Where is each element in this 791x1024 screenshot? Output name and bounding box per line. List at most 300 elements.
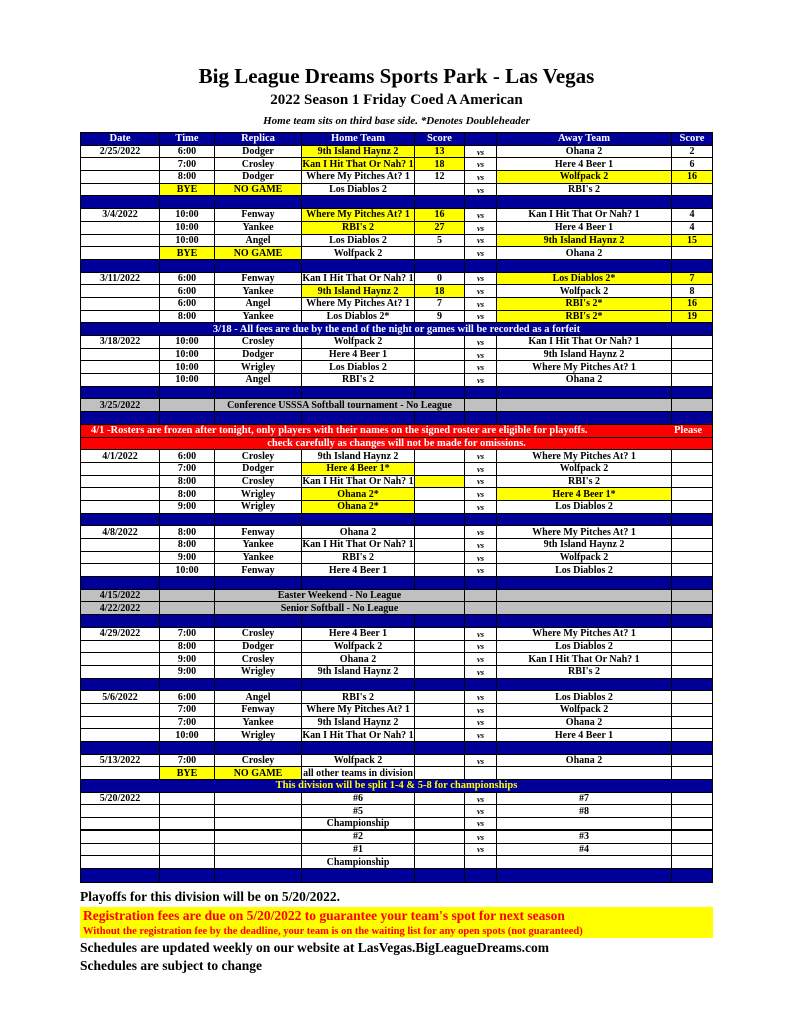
divider-cell: [415, 615, 465, 627]
divider-cell: [81, 387, 160, 399]
vs-cell: vs: [465, 818, 497, 829]
red-banner-row: [81, 425, 712, 438]
away-team-cell: Kan I Hit That Or Nah? 1: [497, 336, 672, 348]
home-team-cell: Here 4 Beer 1: [302, 628, 415, 640]
divider-cell: [672, 577, 712, 589]
date-cell: [81, 298, 160, 310]
replica-cell: Crosley: [215, 628, 302, 640]
home-score-cell: [415, 793, 465, 805]
away-score-cell: [672, 450, 712, 462]
replica-cell: Angel: [215, 374, 302, 386]
divider-cell: [672, 742, 712, 754]
away-score-cell: [672, 793, 712, 805]
home-score-cell: [415, 476, 465, 488]
home-score-cell: 13: [415, 146, 465, 158]
time-cell: 6:00: [160, 146, 215, 158]
home-team-cell: 9th Island Haynz 2: [302, 450, 415, 462]
time-cell: 7:00: [160, 704, 215, 716]
vs-cell: vs: [465, 704, 497, 716]
home-score-cell: [415, 526, 465, 538]
red-banner-right-text: Please: [674, 425, 702, 437]
away-team-cell: Ohana 2: [497, 146, 672, 158]
table-row: [81, 564, 712, 577]
divider-cell: [302, 577, 415, 589]
away-team-cell: Ohana 2: [497, 374, 672, 386]
divider-cell: [497, 869, 672, 882]
time-cell: 10:00: [160, 729, 215, 741]
vs-cell: vs: [465, 374, 497, 386]
table-row: [81, 641, 712, 654]
away-score-cell: [672, 526, 712, 538]
replica-cell: Wrigley: [215, 501, 302, 513]
time-cell: [160, 590, 215, 602]
away-score-cell: [672, 856, 712, 868]
away-team-cell: Los Diablos 2*: [497, 273, 672, 285]
away-team-cell: #8: [497, 805, 672, 817]
divider-cell: [497, 679, 672, 691]
away-team-cell: RBI's 2: [497, 184, 672, 196]
date-cell: 5/13/2022: [81, 755, 160, 767]
divider-row: [81, 196, 712, 209]
replica-cell: [215, 844, 302, 856]
table-row: [81, 488, 712, 501]
date-cell: [81, 729, 160, 741]
home-score-cell: 18: [415, 158, 465, 170]
home-team-cell: Here 4 Beer 1: [302, 564, 415, 576]
date-cell: [81, 653, 160, 665]
replica-cell: Angel: [215, 691, 302, 703]
column-header: Replica: [215, 133, 302, 145]
away-score-cell: [672, 463, 712, 475]
divider-cell: [672, 514, 712, 526]
table-row: [81, 336, 712, 349]
divider-cell: [81, 742, 160, 754]
away-score-cell: [672, 349, 712, 361]
away-score-cell: 16: [672, 298, 712, 310]
away-team-cell: Where My Pitches At? 1: [497, 526, 672, 538]
replica-cell: Crosley: [215, 653, 302, 665]
vs-cell: vs: [465, 526, 497, 538]
divider-cell: [497, 260, 672, 272]
divider-cell: [302, 869, 415, 882]
divider-cell: [160, 260, 215, 272]
table-row: [81, 526, 712, 539]
away-team-cell: Where My Pitches At? 1: [497, 361, 672, 373]
vs-cell: vs: [465, 755, 497, 767]
time-cell: 9:00: [160, 501, 215, 513]
replica-cell: Dodger: [215, 146, 302, 158]
home-score-cell: [415, 704, 465, 716]
home-team-cell: RBI's 2: [302, 691, 415, 703]
date-cell: [81, 856, 160, 868]
page-subtitle: 2022 Season 1 Friday Coed A American: [270, 92, 523, 108]
vs-cell: vs: [465, 729, 497, 741]
home-team-cell: Ohana 2: [302, 653, 415, 665]
vs-cell: vs: [465, 641, 497, 653]
away-score-cell: [672, 602, 712, 614]
schedule-table: [80, 132, 713, 883]
time-cell: [160, 818, 215, 829]
divider-row: [81, 742, 712, 755]
date-cell: [81, 501, 160, 513]
time-cell: 9:00: [160, 653, 215, 665]
divider-cell: [497, 412, 672, 424]
table-row: [81, 844, 712, 857]
replica-cell: Yankee: [215, 539, 302, 551]
date-cell: [81, 235, 160, 247]
home-team-cell: Los Diablos 2*: [302, 311, 415, 323]
home-team-cell: 9th Island Haynz 2: [302, 285, 415, 297]
away-team-cell: Los Diablos 2: [497, 691, 672, 703]
divider-cell: [160, 615, 215, 627]
time-cell: 10:00: [160, 222, 215, 234]
table-row: [81, 463, 712, 476]
divider-cell: [215, 577, 302, 589]
divider-cell: [302, 615, 415, 627]
divider-cell: [497, 196, 672, 208]
time-cell: BYE: [160, 184, 215, 196]
home-score-cell: 0: [415, 273, 465, 285]
divider-cell: [215, 412, 302, 424]
time-cell: [160, 602, 215, 614]
away-score-cell: 4: [689, 222, 695, 234]
replica-cell: Fenway: [215, 273, 302, 285]
date-cell: [81, 476, 160, 488]
away-team-cell: Wolfpack 2: [497, 552, 672, 564]
date-cell: [81, 374, 160, 386]
date-cell: [81, 717, 160, 729]
replica-cell: Crosley: [215, 450, 302, 462]
vs-cell: vs: [465, 501, 497, 513]
notice-text-cell: Senior Softball - No League: [215, 602, 465, 614]
vs-cell: vs: [465, 171, 497, 183]
home-team-cell: Where My Pitches At? 1: [302, 704, 415, 716]
away-team-cell: [497, 767, 672, 779]
vs-cell: vs: [465, 184, 497, 196]
divider-cell: [672, 679, 712, 691]
date-cell: [81, 831, 160, 843]
home-team-cell: RBI's 2: [302, 374, 415, 386]
replica-cell: Dodger: [215, 463, 302, 475]
home-team-cell: 9th Island Haynz 2: [302, 666, 415, 678]
column-header: Away Team: [497, 133, 672, 145]
away-team-cell: RBI's 2*: [497, 311, 672, 323]
time-cell: 10:00: [160, 374, 215, 386]
divider-cell: [302, 742, 415, 754]
divider-cell: [415, 869, 465, 882]
divider-cell: [81, 196, 160, 208]
table-row: [81, 539, 712, 552]
table-row: [81, 171, 712, 184]
replica-cell: [215, 856, 302, 868]
date-cell: [81, 285, 160, 297]
table-row: [81, 158, 712, 171]
time-cell: 10:00: [160, 235, 215, 247]
away-score-cell: [672, 717, 712, 729]
column-header: Score: [415, 133, 465, 145]
home-team-cell: Where My Pitches At? 1: [302, 209, 415, 221]
date-cell: 4/22/2022: [81, 602, 160, 614]
divider-row: [81, 679, 712, 692]
notice-row: [81, 590, 712, 603]
home-score-cell: [415, 374, 465, 386]
red-banner-text: [81, 438, 712, 450]
home-score-cell: [415, 336, 465, 348]
vs-cell: vs: [465, 235, 497, 247]
table-row: [81, 704, 712, 717]
replica-cell: Fenway: [215, 209, 302, 221]
away-score-cell: [672, 755, 712, 767]
away-score-cell: [672, 336, 712, 348]
divider-cell: [465, 615, 497, 627]
date-cell: [81, 488, 160, 500]
replica-cell: Dodger: [215, 641, 302, 653]
footer-website-line: Schedules are updated weekly on our website at LasVegas.BigLeagueDreams.com: [80, 939, 550, 955]
date-cell: 4/8/2022: [81, 526, 160, 538]
footer-playoffs-line: Playoffs for this division will be on 5/20/2022.: [80, 888, 341, 904]
divider-cell: [81, 869, 160, 882]
table-row: [81, 793, 712, 806]
divider-cell: [465, 679, 497, 691]
away-score-cell: [672, 184, 712, 196]
divider-cell: [81, 615, 160, 627]
time-cell: [160, 399, 215, 411]
banner-text: This division will be split 1-4 & 5-8 for championships: [81, 780, 712, 792]
date-cell: [81, 247, 160, 259]
divider-cell: [415, 387, 465, 399]
home-team-cell: Where My Pitches At? 1: [302, 298, 415, 310]
vs-cell: vs: [465, 691, 497, 703]
red-banner-main-text: 4/1 -Rosters are frozen after tonight, only players with their names on the signed roster are eligible for playoffs.: [91, 425, 588, 437]
away-team-cell: Wolfpack 2: [497, 463, 672, 475]
vs-cell: [465, 590, 497, 602]
home-team-cell: #6: [302, 793, 415, 805]
date-cell: [81, 184, 160, 196]
home-score-cell: [415, 488, 465, 500]
footer-waiting-list-line: Without the registration fee by the deadline, your team is on the waiting list for any open spots (not guaranteed): [80, 925, 713, 938]
home-team-cell: Kan I Hit That Or Nah? 1: [302, 475, 414, 487]
away-team-cell: 9th Island Haynz 2: [497, 235, 672, 247]
time-cell: 7:00: [160, 628, 215, 640]
time-cell: 10:00: [160, 564, 215, 576]
time-cell: 7:00: [160, 463, 215, 475]
replica-cell: Dodger: [215, 171, 302, 183]
divider-cell: [465, 196, 497, 208]
away-score-cell: [672, 488, 712, 500]
date-cell: [81, 767, 160, 779]
table-row: [81, 856, 712, 869]
red-banner-text: [81, 425, 712, 437]
vs-cell: vs: [465, 628, 497, 640]
divider-row: [81, 412, 712, 425]
home-team-cell: 9th Island Haynz 2: [302, 146, 415, 158]
home-team-cell: Kan I Hit That Or Nah? 1: [302, 272, 414, 284]
divider-cell: [672, 615, 712, 627]
away-score-cell: [672, 691, 712, 703]
home-score-cell: [415, 666, 465, 678]
home-score-cell: [415, 628, 465, 640]
page-title: Big League Dreams Sports Park - Las Vegas: [198, 64, 595, 88]
table-row: [81, 666, 712, 679]
vs-cell: vs: [465, 463, 497, 475]
red-banner-main-text: check carefully as changes will not be made for omissions.: [267, 437, 526, 449]
time-cell: 7:00: [160, 755, 215, 767]
home-team-cell: Kan I Hit That Or Nah? 1: [302, 729, 414, 741]
date-cell: 5/20/2022: [81, 793, 160, 805]
away-score-cell: [672, 539, 712, 551]
replica-cell: NO GAME: [215, 767, 302, 779]
away-team-cell: 9th Island Haynz 2: [497, 539, 672, 551]
away-score-cell: 19: [672, 311, 712, 323]
divider-cell: [160, 196, 215, 208]
home-score-cell: [415, 450, 465, 462]
away-team-cell: RBI's 2: [497, 476, 672, 488]
vs-cell: vs: [465, 793, 497, 805]
home-score-cell: [415, 818, 465, 829]
vs-cell: vs: [465, 831, 497, 843]
table-row: [81, 349, 712, 362]
away-score-cell: [672, 641, 712, 653]
table-row: [81, 653, 712, 666]
divider-cell: [415, 412, 465, 424]
home-score-cell: [415, 691, 465, 703]
home-score-cell: 5: [415, 235, 465, 247]
vs-cell: [465, 399, 497, 411]
home-score-cell: [415, 552, 465, 564]
replica-cell: NO GAME: [215, 247, 302, 259]
away-score-cell: 16: [672, 171, 712, 183]
vs-cell: vs: [465, 361, 497, 373]
table-row: [81, 476, 712, 489]
table-row: [81, 818, 712, 831]
date-cell: 4/1/2022: [81, 450, 160, 462]
away-score-cell: [672, 552, 712, 564]
home-score-cell: [415, 729, 465, 741]
time-cell: 8:00: [160, 488, 215, 500]
replica-cell: Yankee: [215, 717, 302, 729]
divider-cell: [497, 742, 672, 754]
home-score-cell: 7: [415, 298, 465, 310]
time-cell: 9:00: [160, 552, 215, 564]
table-row: [81, 755, 712, 768]
table-row: [81, 729, 712, 742]
table-row: [81, 285, 712, 298]
home-score-cell: [415, 564, 465, 576]
table-row: [81, 691, 712, 704]
away-team-cell: RBI's 2*: [497, 298, 672, 310]
home-score-cell: [415, 184, 465, 196]
column-header: Home Team: [302, 133, 415, 145]
table-row: [81, 311, 712, 324]
divider-cell: [160, 869, 215, 882]
divider-row: [81, 514, 712, 527]
away-score-cell: [672, 628, 712, 640]
away-team-cell: Los Diablos 2: [497, 564, 672, 576]
time-cell: 9:00: [160, 666, 215, 678]
divider-cell: [302, 387, 415, 399]
away-score-cell: 15: [672, 235, 712, 247]
time-cell: 10:00: [160, 209, 215, 221]
vs-cell: vs: [465, 158, 497, 170]
replica-cell: Crosley: [215, 158, 302, 170]
home-team-cell: all other teams in division: [302, 767, 415, 779]
vs-cell: vs: [465, 805, 497, 817]
divider-cell: [415, 196, 465, 208]
home-team-cell: Los Diablos 2: [302, 235, 415, 247]
time-cell: [160, 831, 215, 843]
away-team-cell: Ohana 2: [497, 717, 672, 729]
home-score-cell: 12: [415, 171, 465, 183]
time-cell: 8:00: [160, 526, 215, 538]
vs-cell: [465, 856, 497, 868]
away-team-cell: [497, 602, 672, 614]
divider-cell: [302, 260, 415, 272]
away-team-cell: [497, 590, 672, 602]
divider-cell: [160, 679, 215, 691]
replica-cell: Wrigley: [215, 666, 302, 678]
vs-cell: vs: [465, 146, 497, 158]
table-row: [81, 805, 712, 818]
red-banner-row: [81, 438, 712, 451]
home-score-cell: [415, 755, 465, 767]
away-team-cell: Where My Pitches At? 1: [497, 450, 672, 462]
away-score-cell: 4: [689, 209, 695, 221]
divider-cell: [465, 260, 497, 272]
table-row: [81, 222, 712, 235]
date-cell: 4/15/2022: [81, 590, 160, 602]
divider-row: [81, 869, 712, 882]
home-team-cell: RBI's 2: [302, 552, 415, 564]
away-team-cell: Kan I Hit That Or Nah? 1: [497, 653, 672, 665]
divider-cell: [415, 742, 465, 754]
away-score-cell: 2: [689, 146, 695, 158]
replica-cell: Yankee: [215, 311, 302, 323]
home-score-cell: [415, 831, 465, 843]
away-team-cell: [497, 399, 672, 411]
replica-cell: Wrigley: [215, 361, 302, 373]
away-team-cell: Ohana 2: [497, 755, 672, 767]
time-cell: 6:00: [160, 285, 215, 297]
away-team-cell: 9th Island Haynz 2: [497, 349, 672, 361]
home-team-cell: 9th Island Haynz 2: [302, 717, 415, 729]
divider-cell: [672, 196, 712, 208]
away-team-cell: Here 4 Beer 1: [497, 222, 672, 234]
divider-cell: [160, 742, 215, 754]
column-header: [465, 133, 497, 145]
table-row: [81, 298, 712, 311]
divider-cell: [81, 260, 160, 272]
date-cell: 3/25/2022: [81, 399, 160, 411]
date-cell: 5/6/2022: [81, 691, 160, 703]
banner-row: [81, 323, 712, 336]
divider-cell: [215, 742, 302, 754]
table-row: [81, 184, 712, 197]
away-team-cell: RBI's 2: [497, 666, 672, 678]
divider-cell: [465, 412, 497, 424]
away-score-cell: 6: [689, 158, 695, 170]
home-score-cell: [415, 805, 465, 817]
home-score-cell: [415, 539, 465, 551]
divider-row: [81, 615, 712, 628]
page-content: [80, 0, 713, 976]
divider-cell: [672, 412, 712, 424]
vs-cell: vs: [465, 476, 497, 488]
away-score-cell: [672, 767, 712, 779]
away-team-cell: Here 4 Beer 1: [497, 729, 672, 741]
replica-cell: Yankee: [215, 552, 302, 564]
replica-cell: [215, 818, 302, 829]
vs-cell: vs: [465, 488, 497, 500]
